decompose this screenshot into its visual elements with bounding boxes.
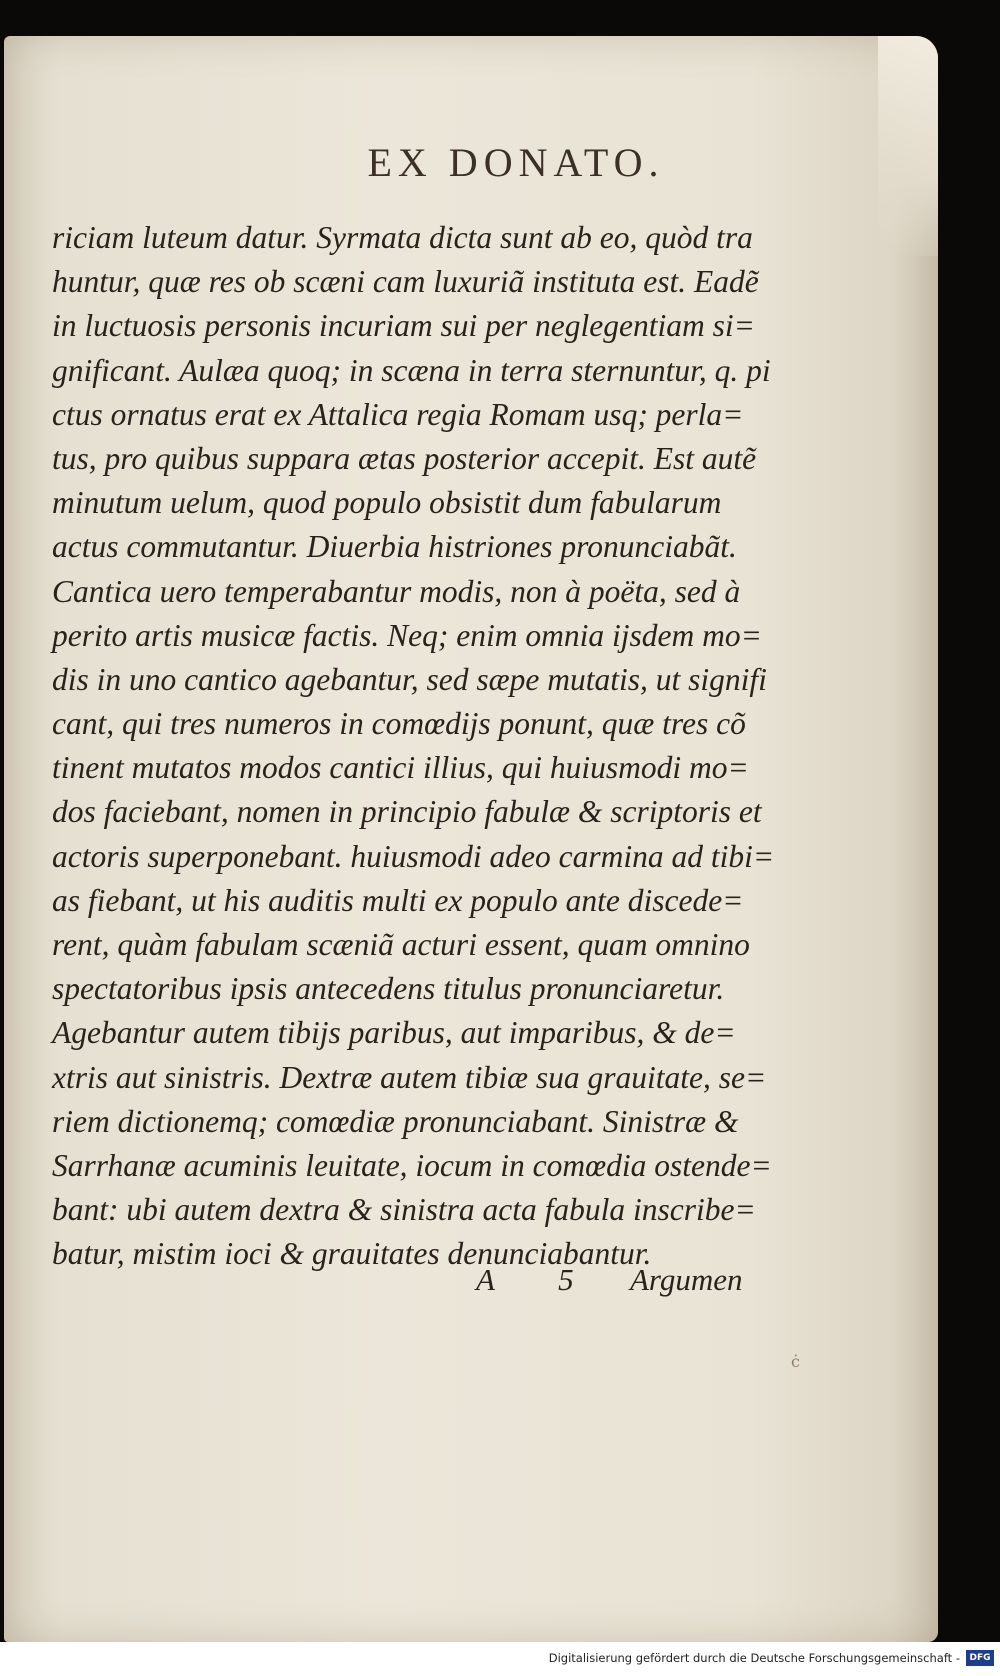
text-line: batur, mistim ioci & grauitates denunciabantur. (52, 1236, 652, 1272)
text-line: xtris aut sinistris. Dextræ autem tibiæ sua grauitate, se= (52, 1059, 767, 1095)
text-line: rent, quàm fabulam scæniã acturi essent, quam omnino (52, 927, 750, 962)
digitization-banner (0, 1642, 1000, 1676)
dfg-logo-icon: DFG (966, 1650, 994, 1666)
text-line: riciam luteum datur. Syrmata dicta sunt ab eo, quòd tra (52, 220, 753, 255)
text-line: as fiebant, ut his auditis multi ex populo ante discede= (52, 882, 744, 918)
stray-mark: ċ (791, 1352, 800, 1371)
page-footer (4, 1262, 938, 1302)
text-line: Cantica uero temperabantur modis, non à poëta, sed à (52, 573, 741, 609)
text-line: dis in uno cantico agebantur, sed sæpe mutatis, ut signifi (52, 661, 767, 697)
text-line: Agebantur autem tibijs paribus, aut imparibus, & de= (52, 1015, 736, 1051)
text-line: Sarrhanæ acuminis leuitate, iocum in comœdia ostende= (52, 1147, 772, 1183)
text-line: huntur, quæ res ob scæni cam luxuriã instituta est. Eadẽ (52, 264, 759, 300)
text-line: ctus ornatus erat ex Attalica regia Romam usq; perla= (52, 396, 744, 432)
text-line: perito artis musicæ factis. Neq; enim omnia ijsdem mo= (52, 617, 762, 653)
text-line: gnificant. Aulæa quoq; in scæna in terra sternuntur, q. pi (52, 352, 771, 388)
signature-mark: A 5 (476, 1262, 602, 1297)
text-line: bant: ubi autem dextra & sinistra acta fabula inscribe= (52, 1192, 756, 1228)
running-head: EX DONATO. (367, 140, 665, 185)
text-line: minutum uelum, quod populo obsistit dum fabularum (52, 485, 722, 521)
text-line: riem dictionemq; comœdiæ pronunciabant. Sinistræ & (52, 1103, 739, 1139)
text-line: spectatoribus ipsis antecedens titulus pronunciaretur. (52, 971, 725, 1007)
text-line: actus commutantur. Diuerbia histriones pronunciabãt. (52, 529, 737, 565)
text-line: dos faciebant, nomen in principio fabulæ & scriptoris et (52, 794, 762, 830)
funding-notice: Digitalisierung gefördert durch die Deutsche Forschungsgemeinschaft - (548, 1651, 960, 1665)
text-line: cant, qui tres numeros in comœdijs ponunt, quæ tres cõ (52, 706, 746, 742)
text-line: tus, pro quibus suppara ætas posterior accepit. Est autẽ (52, 440, 757, 476)
text-line: tinent mutatos modos cantici illius, qui huiusmodi mo= (52, 750, 749, 786)
text-line: actoris superponebant. huiusmodi adeo carmina ad tibi= (52, 838, 775, 874)
text-line: in luctuosis personis incuriam sui per neglegentiam si= (52, 308, 755, 344)
body-text (52, 216, 775, 1277)
book-page (4, 36, 938, 1642)
catchword: Argumen (630, 1262, 743, 1297)
